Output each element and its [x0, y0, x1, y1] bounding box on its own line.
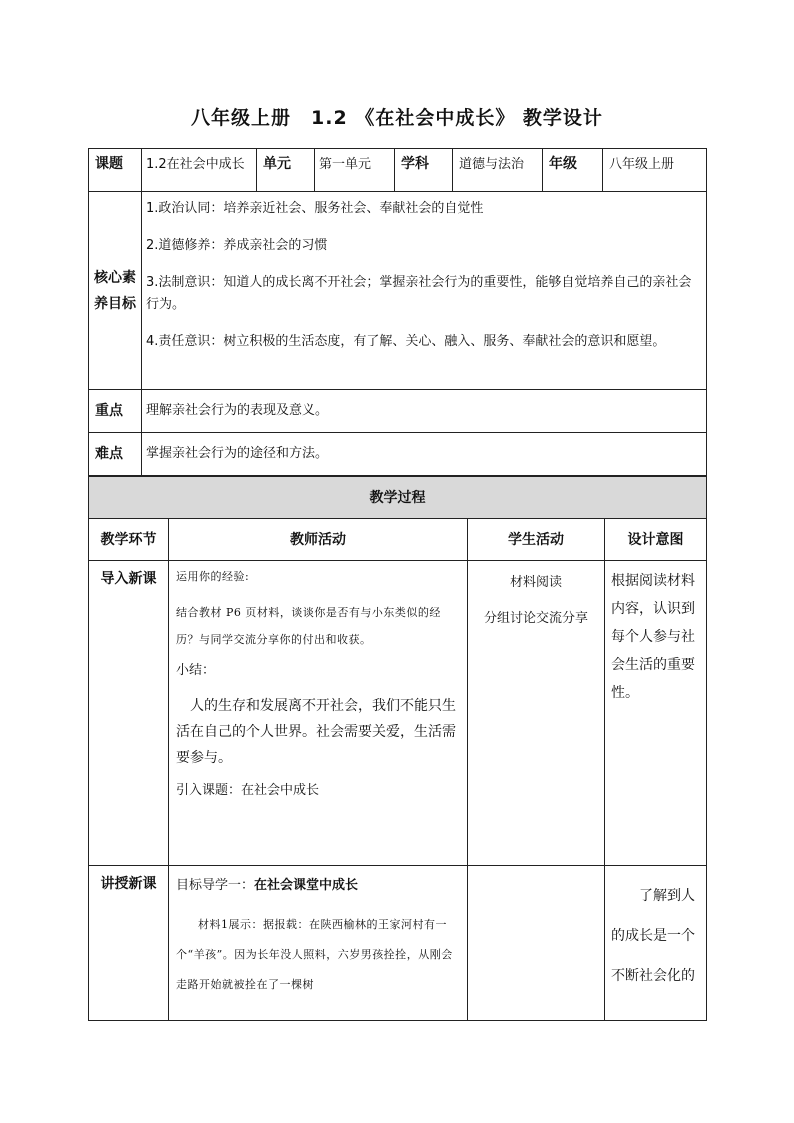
student-empty [468, 866, 605, 1021]
zhongdian-text: 理解亲社会行为的表现及意义。 [142, 390, 707, 433]
header-stage: 教学环节 [89, 519, 169, 561]
student-text: 材料阅读 [509, 575, 562, 590]
teacher-text: 结合教材 P6 页材料，谈谈你是否有与小东类似的经历？与同学交流分享你的付出和收获。 [176, 606, 441, 646]
keti-label: 课题 [89, 149, 142, 192]
stage-jiangshou: 讲授新课 [89, 866, 169, 1021]
header-student: 学生活动 [468, 519, 605, 561]
danyuan-value: 第一单元 [315, 149, 395, 192]
keti-value: 1.2在社会中成长 [142, 149, 257, 192]
intent-text-2: 了解到人的成长是一个不断社会化的 [605, 866, 707, 1021]
teacher-text: 人的生存和发展离不开社会，我们不能只生活在自己的个人世界。社会需要关爱，生活需要参与。 [176, 698, 456, 766]
nandian-label: 难点 [89, 433, 142, 476]
teacher-text: 运用你的经验: [176, 570, 250, 583]
process-title: 教学过程 [89, 477, 707, 519]
teacher-text: 引入课题：在社会中成长 [176, 783, 320, 798]
xueke-value: 道德与法治 [453, 149, 543, 192]
hexin-label: 核心素养目标 [89, 192, 142, 390]
danyuan-label: 单元 [257, 149, 315, 192]
xueke-label: 学科 [395, 149, 453, 192]
zhongdian-label: 重点 [89, 390, 142, 433]
hexin-item: 1.政治认同：培养亲近社会、服务社会、奉献社会的自觉性 [146, 201, 484, 216]
header-teacher: 教师活动 [169, 519, 468, 561]
teacher-text: 小结： [176, 663, 216, 678]
intent-text: 根据阅读材料内容，认识到每个人参与社会生活的重要性。 [605, 561, 707, 866]
hexin-item: 3.法制意识：知道人的成长离不开社会；掌握亲社会行为的重要性，能够自觉培养自己的亲社会行为。 [146, 275, 692, 312]
student-text: 分组讨论交流分享 [483, 611, 588, 626]
nianji-value: 八年级上册 [603, 149, 707, 192]
header-intent: 设计意图 [605, 519, 707, 561]
hexin-item: 4.责任意识：树立积极的生活态度，有了解、关心、融入、服务、奉献社会的意识和愿望。 [146, 334, 666, 349]
teacher-goal-title: 在社会课堂中成长 [254, 878, 359, 893]
page-title: 八年级上册 1.2 《在社会中成长》 教学设计 [191, 107, 603, 129]
stage-daoru: 导入新课 [89, 561, 169, 866]
hexin-item: 2.道德修养：养成亲社会的习惯 [146, 238, 328, 253]
teacher-material: 材料1展示：据报载：在陕西榆林的王家河村有一个“羊孩”。因为长年没人照料，六岁男孩拴拴，从刚会走路开始就被拴在了一棵树 [176, 918, 453, 991]
teacher-goal-prefix: 目标导学一： [176, 878, 255, 893]
info-table [88, 148, 707, 476]
process-table [88, 476, 707, 1021]
nandian-text: 掌握亲社会行为的途径和方法。 [142, 433, 707, 476]
nianji-label: 年级 [543, 149, 603, 192]
